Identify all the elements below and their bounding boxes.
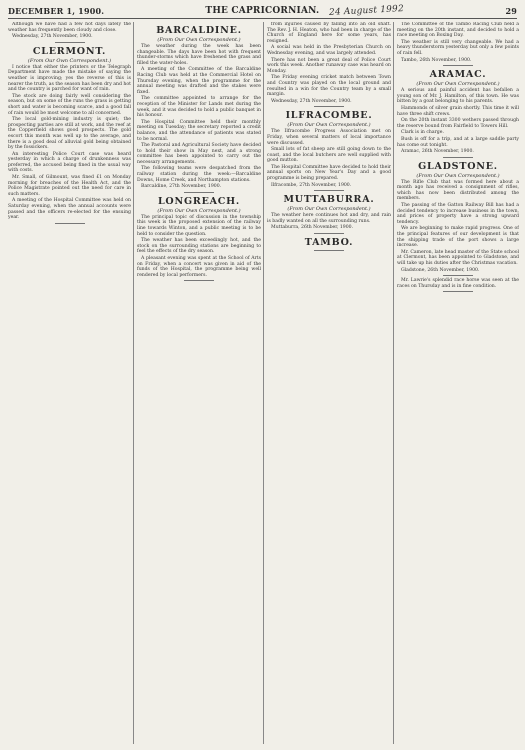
article-separator bbox=[443, 157, 473, 158]
article-byline: (From Our Own Correspondent.) bbox=[416, 81, 500, 88]
article-separator bbox=[184, 192, 214, 193]
article-paragraph: The weather has been exceedingly hot, and the stock on the surrounding stations are beginning to feel the effects of the dry season. bbox=[137, 238, 261, 255]
article-paragraph: The Rifle Club that was formed here about a month ago has received a consignment of rifles, which has now been distributed among the members. bbox=[397, 179, 519, 202]
lead-paragraph: Mr. Lawrie's splendid race horse was seen at the races on Thursday and is in fine condition. bbox=[397, 278, 519, 289]
article-paragraph: Clark is in charge. bbox=[401, 130, 444, 136]
article-byline: (From Our Own Correspondent.) bbox=[287, 206, 371, 213]
article-paragraph: The stock are doing fairly well considering the season, but on some of the runs the grass is getting short and water is becoming scarce, and a good fall of rain would be most welcome to all concerned. bbox=[8, 93, 131, 116]
article-paragraph: The Hospital Committee have decided to hold their annual sports on New Year's Day and a good programme is being prepared. bbox=[267, 164, 391, 182]
lead-paragraph: The Committee of the Tambo Racing Club held a meeting on the 20th instant, and decided to hold a race meeting on Boxing Day. bbox=[397, 22, 519, 39]
article-separator bbox=[314, 233, 344, 234]
column-divider bbox=[263, 22, 264, 744]
article-separator bbox=[443, 291, 473, 292]
article-paragraph: The local gold-mining industry is quiet; the prospecting parties are still at work, and the reef at the Copperfield shows good prospects. The gold escort this month was well up to the average, and there is a good deal of alluvial gold being obtained by the fossickers. bbox=[8, 117, 131, 151]
article-byline: (From Our Own Correspondent.) bbox=[287, 122, 371, 129]
article-separator bbox=[443, 275, 473, 276]
article-byline: (From Our Own Correspondent.) bbox=[416, 172, 500, 179]
article-paragraph: Small lots of fat sheep are still going down to the coast, and the local butchers are well supplied with good mutton. bbox=[267, 147, 391, 164]
article-paragraph: Gladstone, 26th November, 1900. bbox=[401, 267, 480, 273]
article-heading: LONGREACH. bbox=[157, 195, 241, 207]
article-paragraph: Bush is off for a trip, and at a large saddle party has come out tonight. bbox=[397, 136, 519, 148]
article-paragraph: Muttaburra, 26th November, 1900. bbox=[271, 225, 354, 231]
article-paragraph: The committee appointed to arrange for the reception of the Minister for Lands met during the week, and it was decided to hold a public banquet in his honour. bbox=[137, 96, 261, 119]
article-paragraph: A meeting of the Committee of the Barcaldine Racing Club was held at the Commercial Hotel on Thursday evening, when the programme for the annual meeting was drafted and the stakes were fixed. bbox=[137, 67, 261, 95]
column-2 bbox=[137, 22, 261, 744]
article-separator bbox=[55, 42, 85, 43]
article-paragraph: An interesting Police Court case was heard yesterday in which a charge of drunkenness was preferred, the accused being fined in the usual way with costs. bbox=[8, 151, 131, 174]
column-divider bbox=[393, 22, 394, 744]
issue-date: DECEMBER 1, 1900. bbox=[8, 6, 105, 16]
columns bbox=[8, 22, 519, 744]
article-paragraph: A pleasant evening was spent at the School of Arts on Friday, when a concert was given in aid of the funds of the Hospital, the programme being well rendered by local performers. bbox=[137, 256, 261, 278]
article-paragraph: Mr. Small, of Gilmount, was fined £1 on Monday morning for breaches of the Health Act, and the Police Magistrate pointed out the need for care in such matters. bbox=[8, 175, 131, 197]
lead-paragraph: Wednesday, 27th November, 1900. bbox=[12, 34, 93, 40]
article-paragraph: A meeting of the Hospital Committee was held on Saturday evening, when the annual accounts were passed and the officers re-elected for the ensuing year. bbox=[8, 198, 131, 221]
column-1 bbox=[8, 22, 131, 744]
article-paragraph: I notice that either the printers or the Telegraph Department have made the mistake of saying the weather is improving; yes the reverse of this is nearer the truth, as the season has been dry and hot and the country is parched for want of rain. bbox=[8, 64, 131, 93]
lead-paragraph: from injuries caused by falling into an old shaft. The Rev. J. H. Heaton, who had been in charge of the Church of England here for some years, has resigned. bbox=[267, 22, 391, 44]
lead-paragraph: Wednesday, 27th November, 1900. bbox=[271, 98, 352, 104]
article-heading: GLADSTONE. bbox=[418, 160, 498, 172]
article-paragraph: Barcaldine, 27th November, 1900. bbox=[141, 184, 222, 190]
article-byline: (From Our Own Correspondent.) bbox=[27, 57, 112, 64]
lead-paragraph: The Friday evening cricket match between Town and Country was played on the local ground and resulted in a win for the Country team by a small margin. bbox=[267, 75, 391, 98]
article-paragraph: We are beginning to make rapid progress. One of the principal features of our development is that the shipping trade of the port shows a large increase. bbox=[397, 226, 519, 249]
article-heading: ARAMAC. bbox=[429, 69, 487, 81]
article-paragraph: Ilfracombe, 27th November, 1900. bbox=[271, 182, 352, 188]
masthead-rule bbox=[8, 18, 517, 19]
article-separator bbox=[314, 190, 344, 191]
article-paragraph: Hammonds of silver grain shortly. This time it will have three shift crews. bbox=[397, 105, 519, 117]
article-paragraph: Mr. Cameron, late head master of the State school at Clermont, has been appointed to Gladstone, and will take up his duties after the Christmas vacation. bbox=[397, 249, 519, 266]
lead-paragraph: There has not been a great deal of Police Court work this week. Another runaway case was heard on Monday. bbox=[267, 57, 391, 74]
article-separator bbox=[184, 280, 214, 281]
article-paragraph: The Ilfracombe Progress Association met on Friday, when several matters of local importance were discussed. bbox=[267, 129, 391, 146]
article-paragraph: The Hospital Committee held their monthly meeting on Tuesday; the secretary reported a credit balance, and the attendance of patients was stated to be normal. bbox=[137, 119, 261, 142]
page-number: 29 bbox=[505, 6, 517, 16]
masthead bbox=[8, 4, 517, 18]
article-paragraph: The following teams were despatched from the railway station during the week:—Barcaldine Downs, Home Creek, and Northampton stations. bbox=[137, 166, 261, 183]
column-4 bbox=[397, 22, 519, 744]
article-paragraph: Aramac, 26th November, 1900. bbox=[401, 149, 474, 155]
article-paragraph: A serious and painful accident has befallen a young son of Mr. J. Hamilton, of this town. He was bitten by a goat belonging to his parents. bbox=[397, 88, 519, 105]
handwritten-date-note: 24 August 1992 bbox=[329, 4, 405, 18]
article-paragraph: The Pastoral and Agricultural Society have decided to hold their show in May next, and a strong committee has been appointed to carry out the necessary arrangements. bbox=[137, 143, 261, 165]
article-paragraph: The weather here continues hot and dry, and rain is badly wanted on all the surrounding runs. bbox=[267, 213, 391, 224]
lead-paragraph: A social was held in the Presbyterian Church on Wednesday evening, and was largely attended. bbox=[267, 45, 391, 56]
article-separator bbox=[443, 65, 473, 66]
column-divider bbox=[133, 22, 134, 744]
article-paragraph: The passing of the Gatton Railway Bill has had a decided tendency to increase business in the town, and prices of property have a strong upward tendency. bbox=[397, 203, 519, 225]
article-heading: ILFRACOMBE. bbox=[285, 110, 373, 122]
article-heading: MUTTABURRA. bbox=[283, 194, 375, 206]
lead-paragraph: Tambo, 26th November, 1900. bbox=[401, 57, 472, 63]
article-separator bbox=[55, 223, 85, 224]
article-paragraph: The weather during the week has been changeable. The days have been hot with frequent thunder-storms which have freshened the grass and filled the water-holes. bbox=[137, 44, 261, 66]
article-paragraph: The principal topic of discussion in the township this week is the proposed extension of the railway line towards Winton, and a public meeting is to be held to consider the question. bbox=[137, 214, 261, 237]
article-heading: BARCALDINE. bbox=[156, 25, 242, 36]
article-heading: CLERMONT. bbox=[32, 45, 107, 57]
article-paragraph: On the 20th instant 3300 wethers passed through the reserve bound from Fairfield to Towers Hill. bbox=[397, 118, 519, 129]
article-separator bbox=[314, 106, 344, 107]
article-byline: (From Our Own Correspondent.) bbox=[157, 37, 241, 43]
article-byline: (From Our Own Correspondent.) bbox=[157, 207, 241, 214]
column-3 bbox=[267, 22, 391, 744]
lead-paragraph: Although we have had a few hot days lately the weather has frequently been cloudy and close. bbox=[8, 22, 131, 33]
newspaper-title: THE CAPRICORNIAN. bbox=[205, 6, 320, 16]
article-separator bbox=[314, 250, 344, 251]
article-heading: TAMBO. bbox=[304, 237, 354, 249]
lead-paragraph: The weather is still very changeable. We had a heavy thunderstorm yesterday but only a few points of rain fell. bbox=[397, 39, 519, 56]
